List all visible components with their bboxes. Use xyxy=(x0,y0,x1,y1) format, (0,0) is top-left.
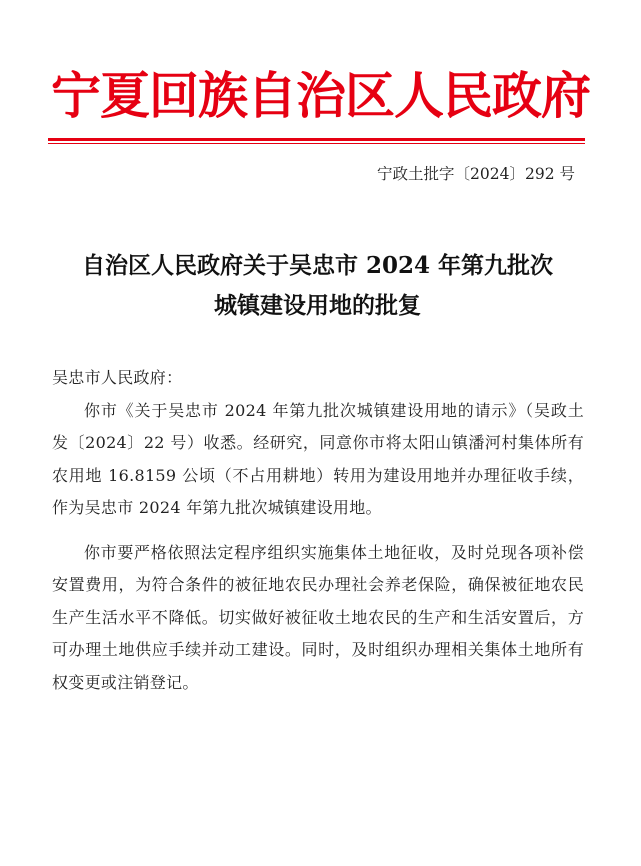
document-body xyxy=(52,362,584,699)
document-title xyxy=(40,246,595,326)
document-number: 宁政土批字〔2024〕292 号 xyxy=(377,165,575,183)
body-paragraph-2: 你市要严格依照法定程序组织实施集体土地征收，及时兑现各项补偿安置费用，为符合条件的被征地农民办理社会养老保险，确保被征地农民生产生活水平不降低。切实做好被征收土地农民的生产和生活安置后，方可办理土地供应手续并动工建设。同时，及时组织办理相关集体土地所有权变更或注销登记。 xyxy=(52,542,584,692)
masthead-rule-thin xyxy=(48,143,585,144)
title-line-2: 城镇建设用地的批复 xyxy=(214,292,421,319)
body-paragraph-1: 你市《关于吴忠市 2024 年第九批次城镇建设用地的请示》（吴政土发〔2024〕22 号）收悉。经研究，同意你市将太阳山镇潘河村集体所有农用地 16.8159 公顷（不占用耕地）转用为建设用地并办理征收手续，作为吴忠市 2024 年第九批次城镇建设用地。 xyxy=(52,400,584,517)
title-line-1: 自治区人民政府关于吴忠市 2024 年第九批次 xyxy=(81,252,554,279)
salutation: 吴忠市人民政府： xyxy=(52,368,183,387)
issuer-masthead: 宁夏回族自治区人民政府 xyxy=(51,66,590,125)
masthead-rule-thick xyxy=(48,138,585,141)
